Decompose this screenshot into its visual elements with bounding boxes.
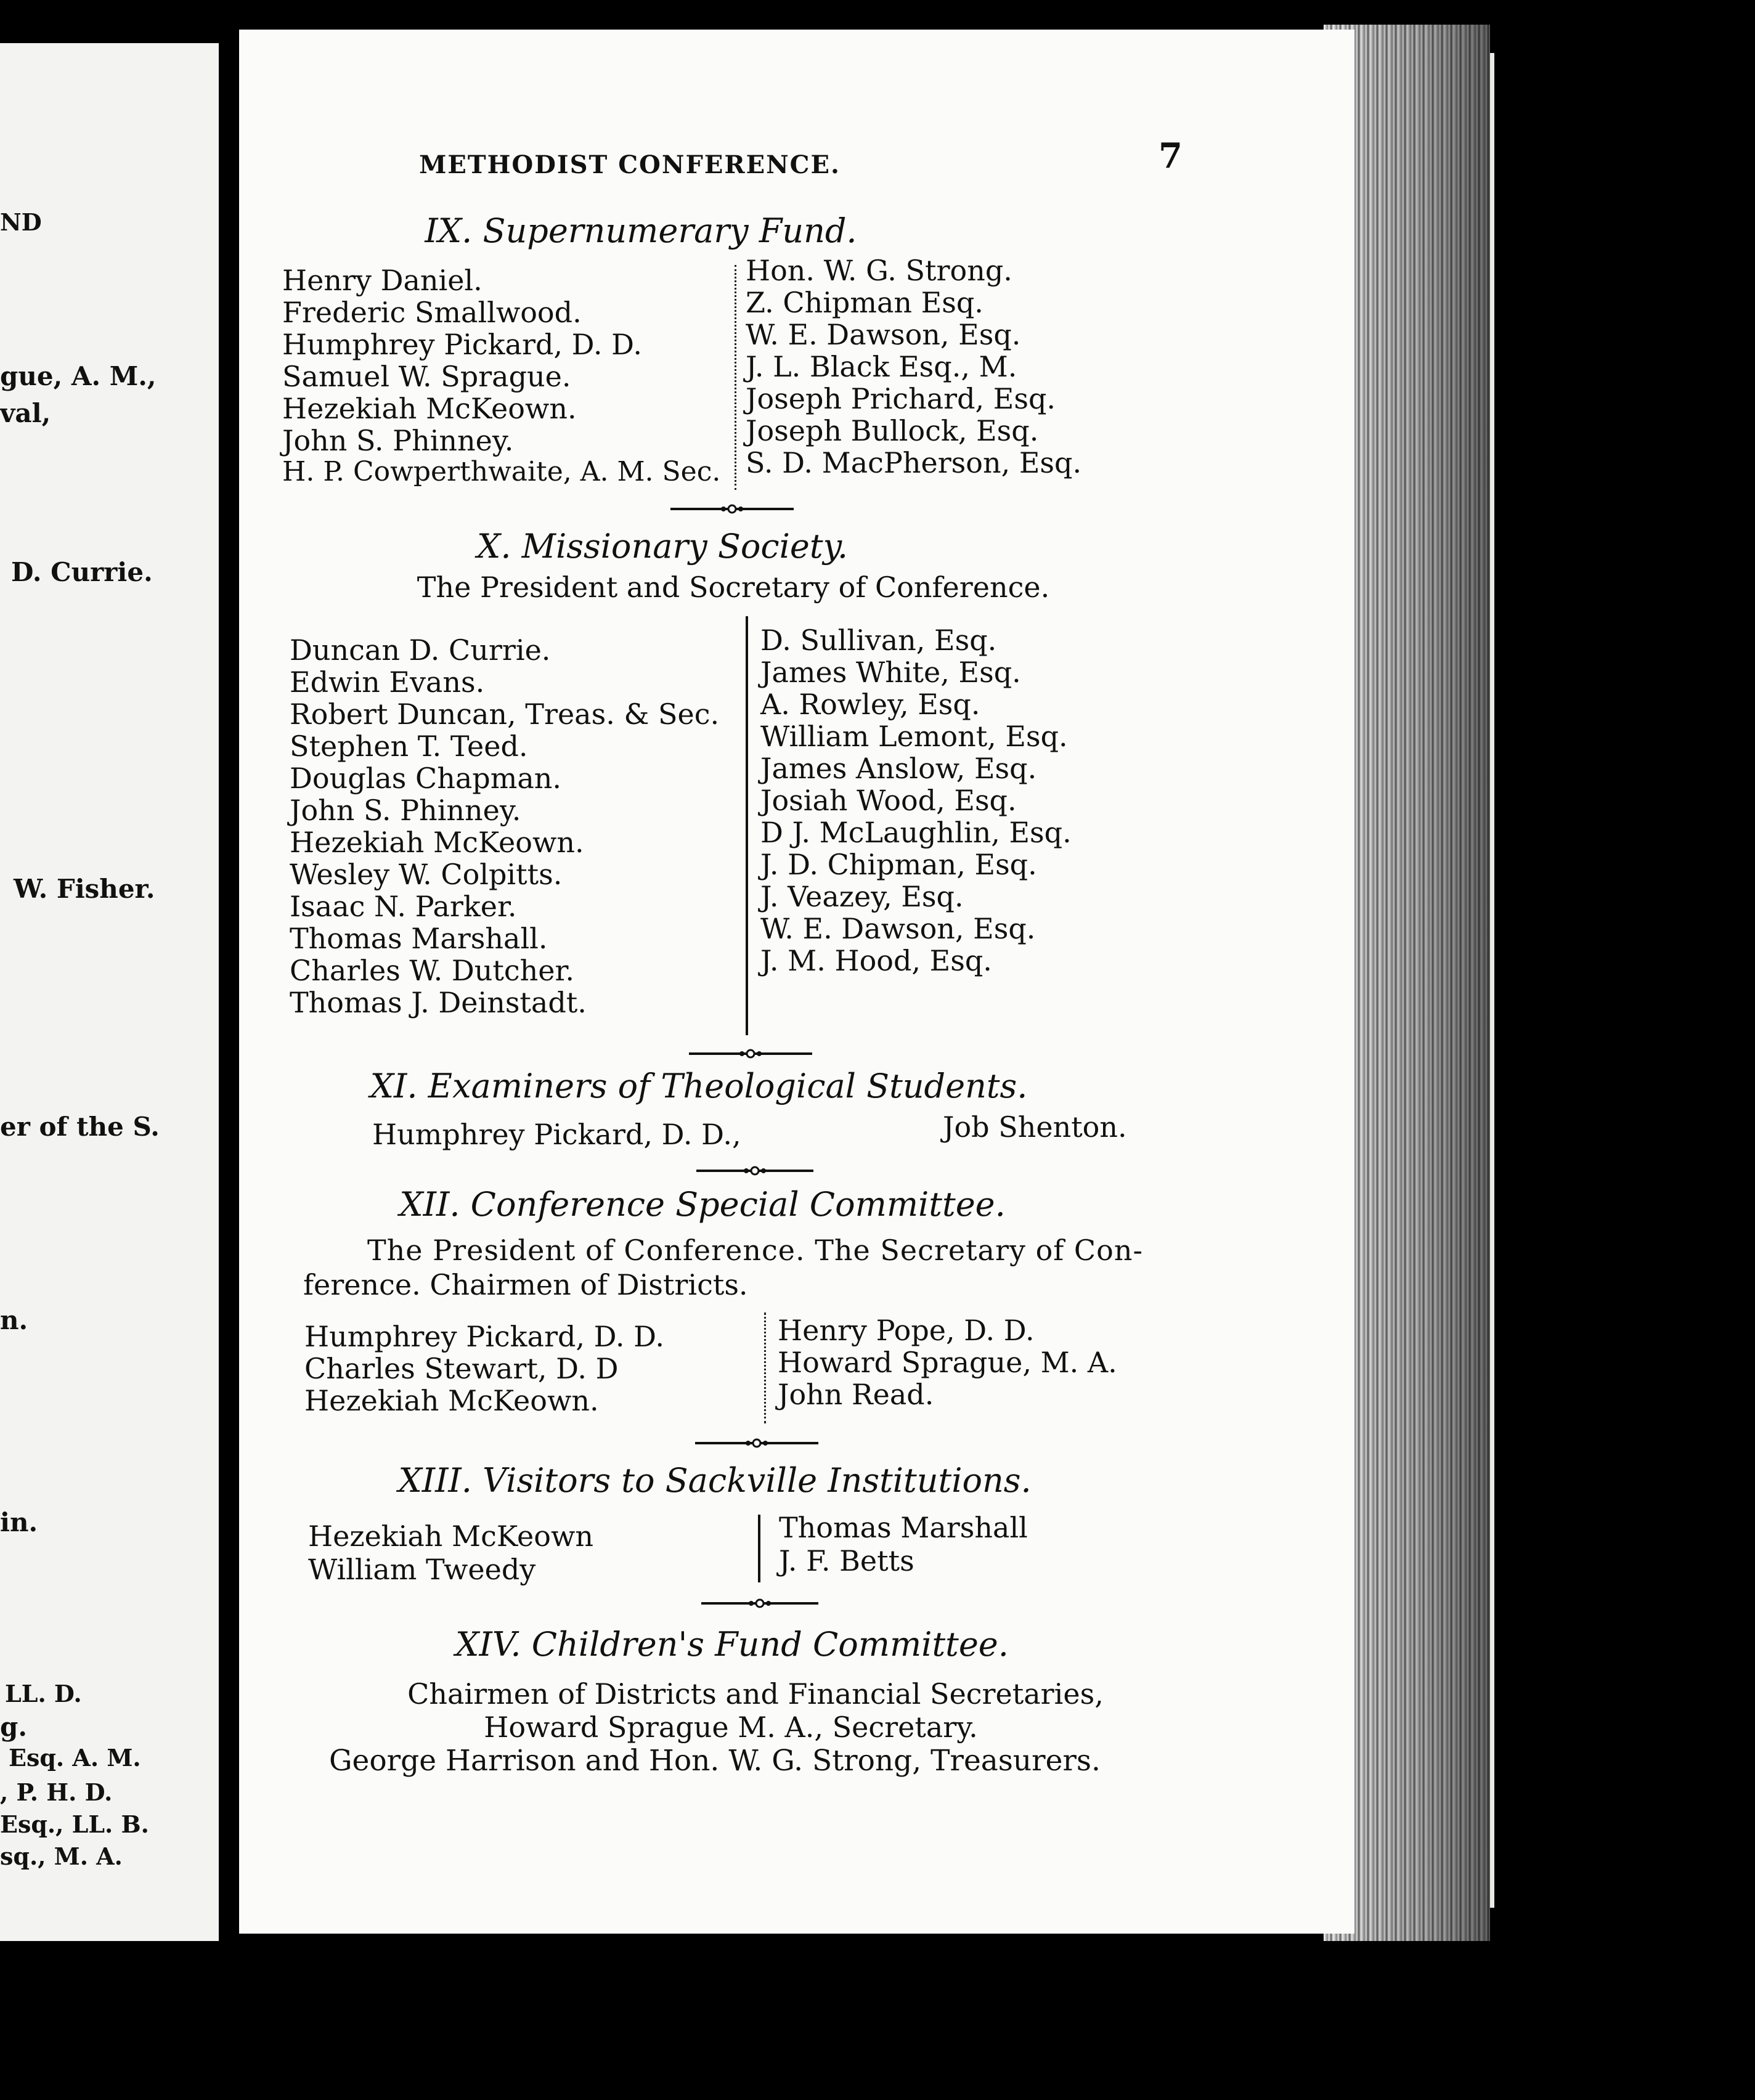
name: Joseph Bullock, Esq. [746,414,1039,447]
name: Howard Sprague, M. A. [778,1346,1117,1379]
column-divider [746,616,748,1035]
left-page-line: Esq. A. M. [9,1744,141,1772]
section-intro: The President and Socretary of Conference. [417,571,1050,604]
ornament-divider [695,1436,818,1451]
name: J. L. Black Esq., M. [746,350,1017,383]
left-page-line: sq., M. A. [0,1842,123,1870]
name: Humphrey Pickard, D. D., [372,1118,741,1151]
name: James White, Esq. [760,656,1021,689]
ornament-divider [701,1596,818,1611]
section-title-xiv: XIV. Children's Fund Committee. [455,1625,1009,1664]
name: Z. Chipman Esq. [746,286,983,319]
left-page-line: gue, A. M., [0,361,157,391]
name: Wesley W. Colpitts. [290,858,563,891]
name: Frederic Smallwood. [282,296,582,329]
name: Edwin Evans. [290,665,485,699]
column-divider [764,1312,766,1423]
name: John S. Phinney. [290,794,521,827]
left-page-line: in. [0,1507,38,1537]
name: H. P. Cowperthwaite, A. M. Sec. [282,456,721,487]
name: Robert Duncan, Treas. & Sec. [290,698,720,731]
name: J. F. Betts [779,1544,914,1577]
name: Humphrey Pickard, D. D. [304,1320,665,1353]
section-title-xii: XII. Conference Special Committee. [399,1185,1006,1224]
name: Thomas Marshall. [290,922,548,955]
name: John S. Phinney. [282,424,514,457]
left-page-line: W. Fisher. [14,874,155,904]
section-title-xiii: XIII. Visitors to Sackville Institutions. [398,1461,1032,1500]
name: Henry Pope, D. D. [778,1314,1035,1347]
name: A. Rowley, Esq. [760,688,980,721]
name: William Tweedy [308,1553,536,1586]
name: John Read. [778,1378,934,1411]
name: Henry Daniel. [282,264,483,297]
section-title-x: X. Missionary Society. [476,527,849,566]
left-page-line: er of the S. [0,1112,160,1142]
name: Joseph Prichard, Esq. [746,382,1056,415]
name: William Lemont, Esq. [760,720,1068,753]
section-title-ix: IX. Supernumerary Fund. [425,211,857,250]
name: Job Shenton. [943,1110,1127,1144]
name: Humphrey Pickard, D. D. [282,328,643,361]
name: Hezekiah McKeown. [282,392,577,425]
name: Samuel W. Sprague. [282,360,571,393]
ornament-divider [696,1163,813,1178]
name: D. Sullivan, Esq. [760,624,997,657]
left-page-line: LL. D. [5,1680,82,1707]
column-divider [758,1515,760,1582]
name: Douglas Chapman. [290,762,561,795]
name: Duncan D. Currie. [290,633,551,667]
name: D J. McLaughlin, Esq. [760,816,1072,849]
name: Josiah Wood, Esq. [760,784,1017,817]
name: W. E. Dawson, Esq. [746,318,1021,351]
ornament-divider [689,1046,812,1061]
name: Isaac N. Parker. [290,890,517,923]
ornament-divider [670,502,794,516]
name: S. D. MacPherson, Esq. [746,446,1082,479]
column-divider [735,265,736,490]
section-intro: ference. Chairmen of Districts. [303,1268,748,1301]
name: Charles Stewart, D. D [304,1352,619,1385]
name: Thomas J. Deinstadt. [290,986,587,1019]
name: J. D. Chipman, Esq. [760,848,1037,881]
committee-line: Howard Sprague M. A., Secretary. [484,1711,978,1744]
left-facing-page [0,43,219,1941]
left-page-line: D. Currie. [11,557,153,587]
name: Thomas Marshall [779,1511,1028,1544]
name: Hezekiah McKeown. [304,1384,599,1417]
name: J. M. Hood, Esq. [760,944,992,977]
left-page-line: g. [0,1712,27,1742]
running-header: METHODIST CONFERENCE. [419,150,841,179]
left-page-line: Esq., LL. B. [0,1810,149,1838]
name: Hezekiah McKeown. [290,826,584,859]
name: W. E. Dawson, Esq. [760,912,1036,945]
left-page-line: n. [0,1305,28,1335]
committee-line: Chairmen of Districts and Financial Secretaries, [407,1677,1104,1711]
name: Hezekiah McKeown [308,1520,593,1553]
left-page-line: val, [0,398,51,428]
name: J. Veazey, Esq. [760,880,964,913]
committee-line: George Harrison and Hon. W. G. Strong, Treasurers. [329,1744,1101,1778]
name: Charles W. Dutcher. [290,954,575,987]
page-number: 7 [1158,136,1183,176]
section-intro: The President of Conference. The Secretary of Con- [367,1234,1143,1267]
name: James Anslow, Esq. [760,752,1037,785]
name: Stephen T. Teed. [290,730,528,763]
section-title-xi: XI. Examiners of Theological Students. [370,1067,1028,1105]
left-page-line: , P. H. D. [0,1778,113,1806]
book-board-shadow [1494,53,1556,1908]
name: Hon. W. G. Strong. [746,254,1012,287]
left-page-line: ND [0,208,42,236]
